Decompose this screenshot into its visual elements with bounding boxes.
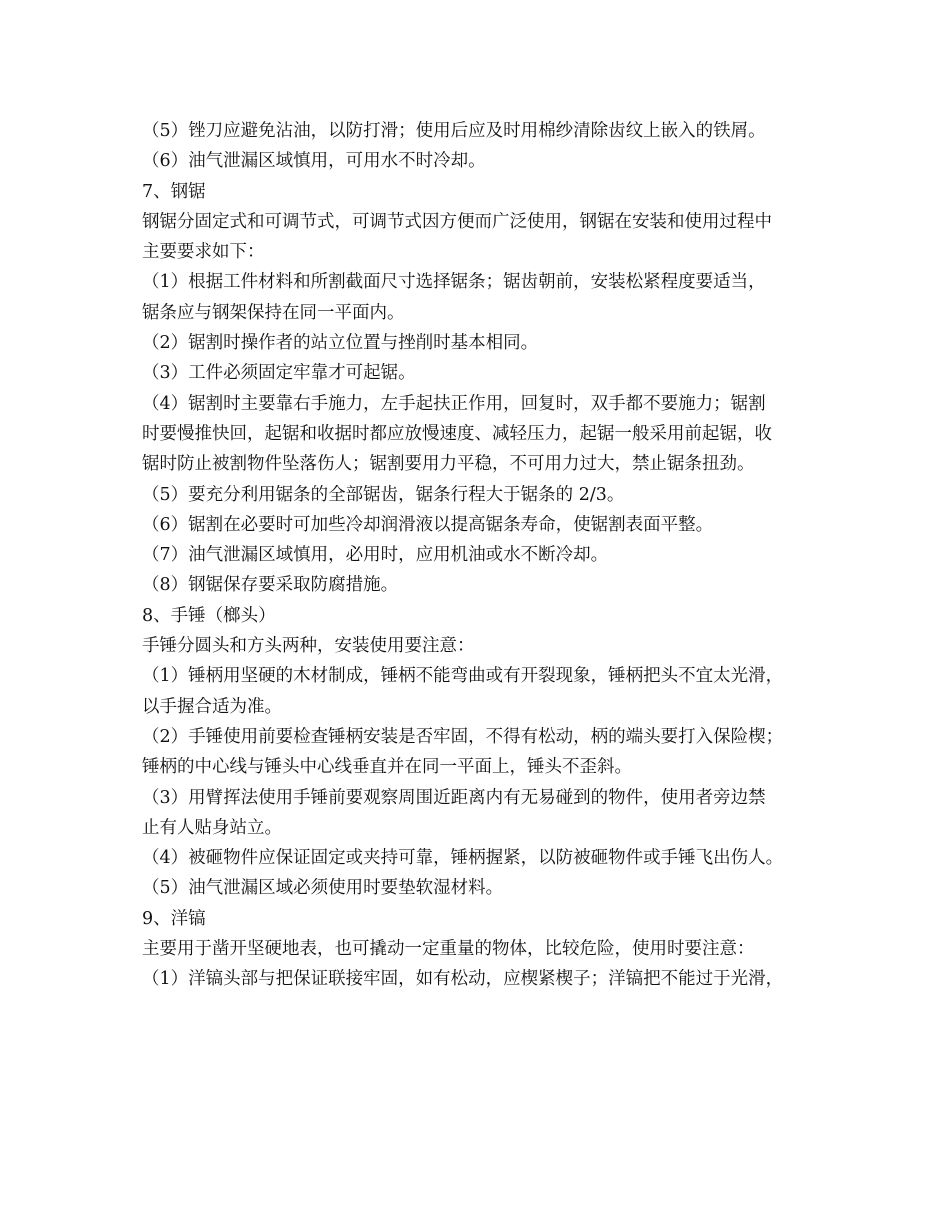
text-line: （1）锤柄用坚硬的木材制成，锤柄不能弯曲或有开裂现象，锤柄把头不宜太光滑， [142, 666, 784, 687]
text-line: （5）油气泄漏区域必须使用时要垫软湿材料。 [142, 878, 504, 899]
text-line: 主要用于凿开坚硬地表，也可撬动一定重量的物体，比较危险，使用时要注意： [142, 939, 755, 960]
text-line: （3）工件必须固定牢靠才可起锯。 [142, 363, 416, 384]
text-line: 止有人贴身站立。 [142, 817, 282, 838]
section-heading: 7、钢锯 [142, 181, 206, 202]
text-line: 以手握合适为准。 [142, 696, 282, 717]
text-line: （6）锯割在必要时可加些冷却润滑液以提高锯条寿命，使锯割表面平整。 [142, 514, 714, 535]
text-line: （2）锯割时操作者的站立位置与挫削时基本相同。 [142, 333, 539, 354]
text-line: 锯时防止被割物件坠落伤人；锯割要用力平稳，不可用力过大，禁止锯条扭劲。 [142, 454, 755, 475]
text-line: 主要要求如下： [142, 242, 265, 263]
text-line: （5）锉刀应避免沾油，以防打滑；使用后应及时用棉纱清除齿纹上嵌入的铁屑。 [142, 121, 766, 141]
text-line: 手锤分圆头和方头两种，安装使用要注意： [142, 636, 475, 657]
text-line: 时要慢推快回，起锯和收据时都应放慢速度、减轻压力，起锯一般采用前起锯，收 [142, 423, 772, 444]
text-line: 锤柄的中心线与锤头中心线垂直并在同一平面上，锤头不歪斜。 [142, 757, 632, 778]
document-body [142, 116, 832, 995]
text-line: （3）用臂挥法使用手锤前要观察周围近距离内有无易碰到的物件，使用者旁边禁 [142, 787, 766, 808]
text-line: 锯条应与钢架保持在同一平面内。 [142, 302, 405, 323]
text-line: （5）要充分利用锯条的全部锯齿，锯条行程大于锯条的 2/3。 [142, 484, 625, 505]
text-line: （2）手锤使用前要检查锤柄安装是否牢固，不得有松动，柄的端头要打入保险楔； [142, 726, 784, 747]
text-line: （1）根据工件材料和所割截面尺寸选择锯条；锯齿朝前，安装松紧程度要适当， [142, 272, 766, 293]
text-line: （4）被砸物件应保证固定或夹持可靠，锤柄握紧，以防被砸物件或手锤飞出伤人。 [142, 848, 784, 869]
section-heading: 9、洋镐 [142, 908, 206, 929]
text-line: （7）油气泄漏区域慎用，必用时，应用机油或水不断冷却。 [142, 545, 609, 566]
text-line: （4）锯割时主要靠右手施力，左手起扶正作用，回复时，双手都不要施力；锯割 [142, 393, 766, 414]
section-heading: 8、手锤（榔头） [142, 605, 276, 626]
text-line: （1）洋镐头部与把保证联接牢固，如有松动，应楔紧楔子；洋镐把不能过于光滑， [142, 969, 784, 990]
text-line: （6）油气泄漏区域慎用，可用水不时冷却。 [142, 151, 486, 172]
text-line: （8）钢锯保存要采取防腐措施。 [142, 575, 399, 596]
text-line: 钢锯分固定式和可调节式，可调节式因方便而广泛使用，钢锯在安装和使用过程中 [142, 211, 772, 232]
